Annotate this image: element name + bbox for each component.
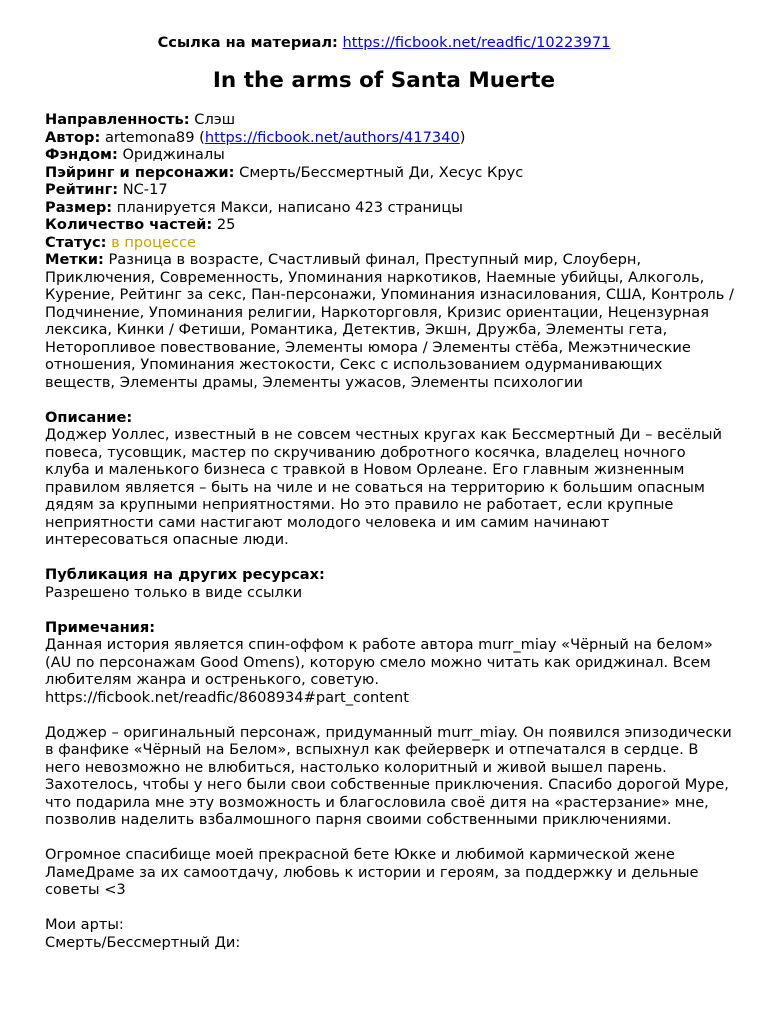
publication-text: Разрешено только в виде ссылки <box>45 583 303 601</box>
parts-row <box>45 216 735 234</box>
notes-arts-item: Смерть/Бессмертный Ди: <box>45 933 241 951</box>
size-row <box>45 199 735 217</box>
notes-paragraph-2: Доджер – оригинальный персонаж, придуманный murr_miay. Он появился эпизодически в фанфике «Чёрный на Белом», вспыхнул как фейерверк и отпечатался в сердце. В него невозможно не влюбиться, настолько колоритный и живой вышел парень. Захотелось, чтобы у него были свои собственные приключения. Спасибо дорогой Муре, что подарила мне эту возможность и благословила своё дитя на «растерзание» мне, позволив наделить взбалмошного парня своими собственными приключениями. <box>45 723 732 828</box>
notes-label: Примечания: <box>45 618 156 636</box>
page-title: In the arms of Santa Muerte <box>212 68 556 93</box>
author-link[interactable]: https://ficbook.net/authors/417340 <box>204 128 460 146</box>
size-label: Размер: <box>45 198 113 216</box>
notes-section <box>45 619 735 952</box>
rating-value: NC-17 <box>122 181 168 198</box>
publication-section <box>45 566 735 601</box>
notes-paragraph-1: Данная история является спин-оффом к работе автора murr_miay «Чёрный на белом» (AU по персонажам Good Omens), которую смело можно читать как ориджинал. Всем любителям жанра и остренького, советую. <box>45 636 713 688</box>
work-meta <box>45 111 735 951</box>
rating-label: Рейтинг: <box>45 181 119 198</box>
direction-value: Слэш <box>194 111 236 128</box>
pairing-value: Смерть/Бессмертный Ди, Хесус Крус <box>239 163 524 181</box>
status-row <box>45 234 735 252</box>
author-label: Автор: <box>45 128 101 146</box>
author-name: artemona89 <box>104 128 195 146</box>
fandom-value: Ориджиналы <box>122 146 225 163</box>
source-line <box>0 34 768 52</box>
publication-label: Публикация на других ресурсах: <box>45 566 325 583</box>
description-text: Доджер Уоллес, известный в не совсем честных кругах как Бессмертный Ди – весёлый повеса, тусовщик, мастер по скручиванию добротного косячка, владелец ночного клуба и маленького бизнеса с травкой в Новом Орлеане. Его главным жизненным правилом является – быть на чиле и не соваться на территорию к большим опасным дядям за крупными неприятностями. Но это правило не работает, если крупные неприятности сами настигают молодого человека и им самим начинают интересоваться опасные люди. <box>45 426 722 548</box>
status-label: Статус: <box>45 233 107 251</box>
notes-paragraph-3: Огромное спасибище моей прекрасной бете Юкке и любимой кармической жене ЛамеДраме за их самоотдачу, любовь к истории и героям, за поддержку и дельные советы <3 <box>45 846 699 898</box>
tags-label: Метки: <box>45 251 104 268</box>
description-label: Описание: <box>45 408 133 426</box>
status-value: в процессе <box>111 233 197 251</box>
rating-row <box>45 181 735 199</box>
parts-label: Количество частей: <box>45 216 213 233</box>
source-link[interactable]: https://ficbook.net/readfic/10223971 <box>342 34 611 51</box>
fandom-row <box>45 146 735 164</box>
source-label: Ссылка на материал: <box>157 34 338 51</box>
pairing-label: Пэйринг и персонажи: <box>45 163 235 181</box>
pairing-row <box>45 164 735 182</box>
size-value: планируется Макси, написано 423 страницы <box>116 198 463 216</box>
description-section <box>45 409 735 549</box>
direction-row <box>45 111 735 129</box>
tags-row <box>45 251 735 391</box>
notes-arts-heading: Мои арты: <box>45 916 124 933</box>
notes-paragraph-1-url: https://ficbook.net/readfic/8608934#part_content <box>45 688 409 706</box>
parts-value: 25 <box>216 216 236 233</box>
author-row: Автор: artemona89 (https://ficbook.net/authors/417340) <box>45 128 466 146</box>
tags-value: Разница в возрасте, Счастливый финал, Преступный мир, Слоуберн, Приключения, Современность, Упоминания наркотиков, Наемные убийцы, Алкоголь, Курение, Рейтинг за секс, Пан-персонажи, Упоминания изнасилования, США, Контроль / Подчинение, Упоминания религии, Наркоторговля, Кризис ориентации, Нецензурная лексика, Кинки / Фетиши, Романтика, Детектив, Экшн, Дружба, Элементы гета, Неторопливое повествование, Элементы юмора / Элементы стёба, Межэтнические отношения, Упоминания жестокости, Секс с использованием одурманивающих веществ, Элементы драмы, Элементы ужасов, Элементы психологии <box>45 251 734 391</box>
fandom-label: Фэндом: <box>45 146 118 163</box>
direction-label: Направленность: <box>45 111 190 128</box>
